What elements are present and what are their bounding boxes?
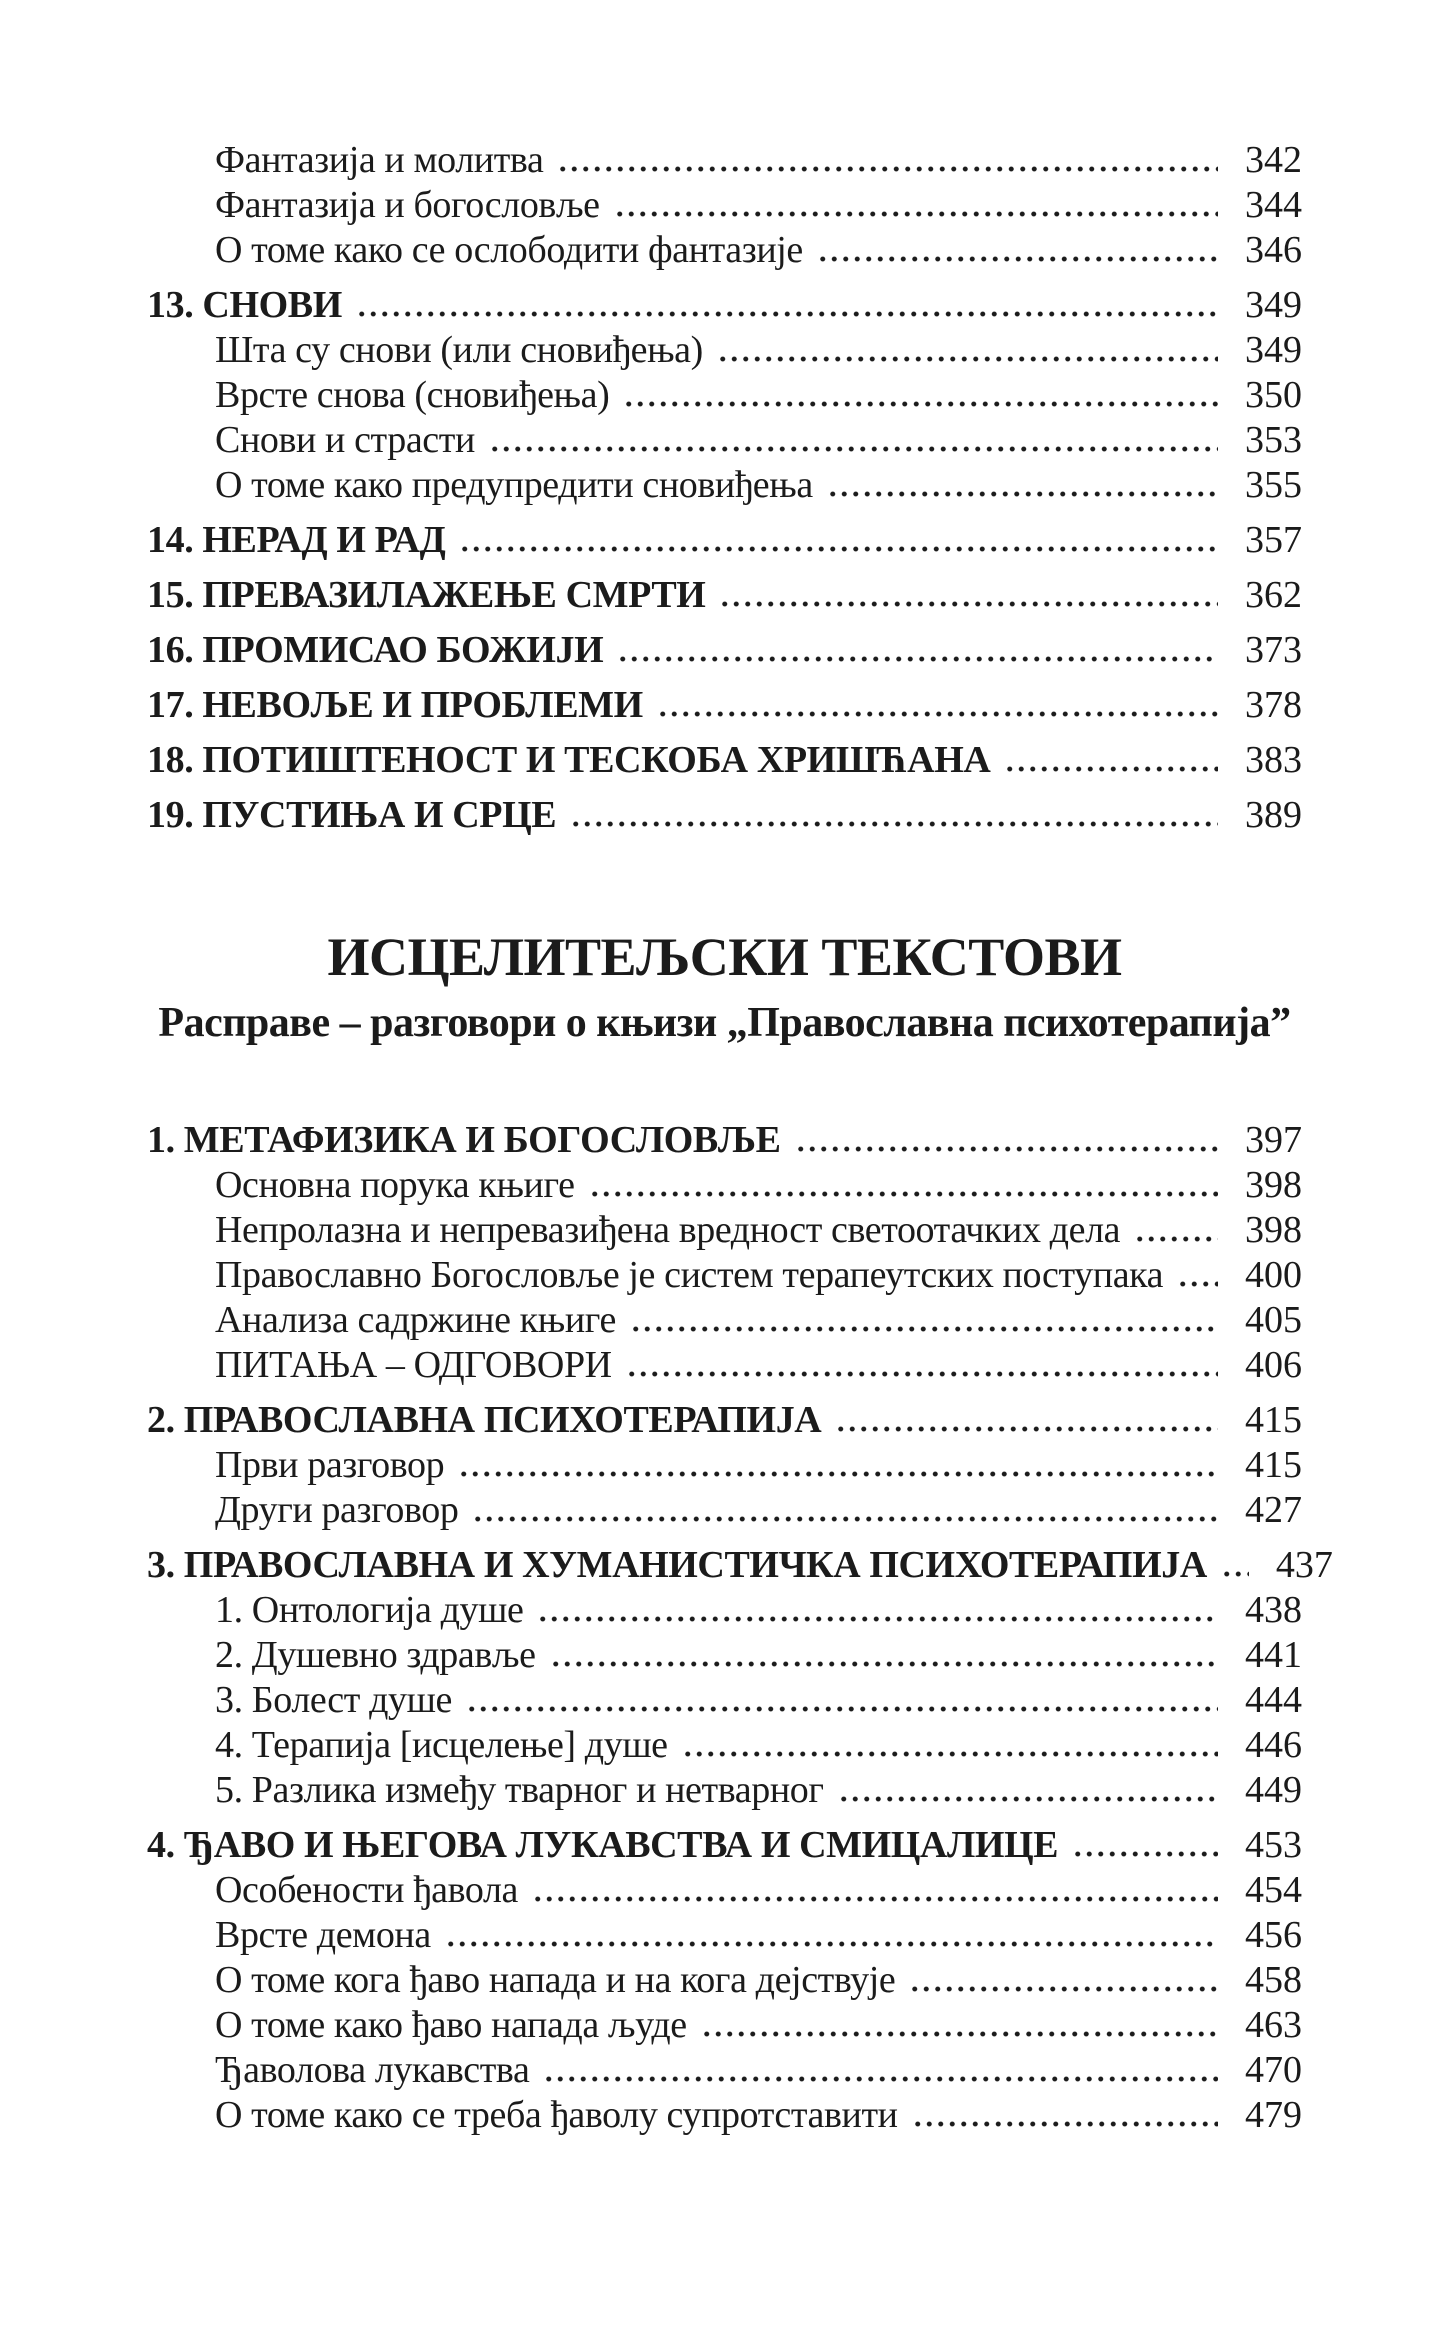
toc-entry-title: Врсте снова (сновиђења) bbox=[215, 374, 610, 416]
toc-entry-page: 453 bbox=[1245, 1824, 1302, 1866]
toc-entry bbox=[147, 1633, 1302, 1678]
dot-leader bbox=[682, 1751, 1218, 1757]
toc-entry bbox=[147, 1118, 1302, 1163]
dot-leader bbox=[909, 1986, 1218, 1992]
toc-entry-page: 400 bbox=[1245, 1254, 1302, 1296]
toc-entry-title: 13. СНОВИ bbox=[147, 284, 342, 326]
toc-entry-page: 406 bbox=[1245, 1344, 1302, 1386]
toc-entry bbox=[147, 1543, 1333, 1588]
toc-entry-title: 2. ПРАВОСЛАВНА ПСИХОТЕРАПИЈА bbox=[147, 1399, 822, 1441]
toc-entry-title: Непролазна и непревазиђена вредност светоотачких дела bbox=[215, 1209, 1121, 1251]
toc-entry-title: 16. ПРОМИСАО БОЖИЈИ bbox=[147, 629, 604, 671]
dot-leader bbox=[1134, 1236, 1218, 1242]
toc-entry bbox=[147, 2093, 1302, 2138]
toc-entry-page: 470 bbox=[1245, 2049, 1302, 2091]
toc-entry bbox=[147, 283, 1302, 328]
toc-entry bbox=[147, 683, 1302, 728]
toc-entry-page: 353 bbox=[1245, 419, 1302, 461]
toc-entry-title: 2. Душевно здравље bbox=[215, 1634, 536, 1676]
toc-entry-title: 1. Онтологија душе bbox=[215, 1589, 524, 1631]
dot-leader bbox=[614, 211, 1218, 217]
toc-entry-page: 479 bbox=[1245, 2094, 1302, 2136]
toc-entry-page: 458 bbox=[1245, 1959, 1302, 2001]
toc-entry-page: 362 bbox=[1245, 574, 1302, 616]
toc-entry-page: 342 bbox=[1245, 139, 1302, 181]
dot-leader bbox=[532, 1896, 1218, 1902]
dot-leader bbox=[630, 1326, 1218, 1332]
toc-entry-page: 349 bbox=[1245, 329, 1302, 371]
toc-entry bbox=[147, 628, 1302, 673]
toc-entry-page: 454 bbox=[1245, 1869, 1302, 1911]
toc-entry-title: Особености ђавола bbox=[215, 1869, 519, 1911]
toc-entry bbox=[147, 1588, 1302, 1633]
dot-leader bbox=[489, 446, 1218, 452]
dot-leader bbox=[701, 2031, 1218, 2037]
toc-entry-page: 446 bbox=[1245, 1724, 1302, 1766]
dot-leader bbox=[1221, 1571, 1249, 1577]
toc-entry-title: Други разговор bbox=[215, 1489, 459, 1531]
toc-entry-page: 349 bbox=[1245, 284, 1302, 326]
toc-entry bbox=[147, 228, 1302, 273]
dot-leader bbox=[445, 1941, 1218, 1947]
section-header bbox=[147, 926, 1302, 1048]
toc-entry-page: 373 bbox=[1245, 629, 1302, 671]
toc-entry-page: 444 bbox=[1245, 1679, 1302, 1721]
dot-leader bbox=[543, 2076, 1218, 2082]
toc-entry-title: 1. МЕТАФИЗИКА И БОГОСЛОВЉЕ bbox=[147, 1119, 781, 1161]
toc-entry bbox=[147, 1723, 1302, 1768]
toc-entry-title: 14. НЕРАД И РАД bbox=[147, 519, 446, 561]
toc-entry-title: О томе како предупредити сновиђења bbox=[215, 464, 813, 506]
toc-entry-title: Снови и страсти bbox=[215, 419, 475, 461]
toc-entry-title: 18. ПОТИШТЕНОСТ И ТЕСКОБА ХРИШЋАНА bbox=[147, 739, 991, 781]
toc-entry-page: 438 bbox=[1245, 1589, 1302, 1631]
dot-leader bbox=[466, 1706, 1218, 1712]
toc-entry-page: 383 bbox=[1245, 739, 1302, 781]
dot-leader bbox=[458, 1471, 1218, 1477]
toc-entry-page: 437 bbox=[1275, 1544, 1333, 1586]
toc-entry-page: 389 bbox=[1245, 794, 1302, 836]
toc-entry-title: Основна порука књиге bbox=[215, 1164, 575, 1206]
toc-entry bbox=[147, 1208, 1302, 1253]
dot-leader bbox=[795, 1146, 1218, 1152]
toc-entry bbox=[147, 793, 1302, 838]
toc-entry bbox=[147, 1163, 1302, 1208]
toc-entry bbox=[147, 373, 1302, 418]
dot-leader bbox=[1004, 766, 1218, 772]
toc-entry bbox=[147, 1443, 1302, 1488]
dot-leader bbox=[589, 1191, 1218, 1197]
toc-entry-title: 3. Болест душе bbox=[215, 1679, 452, 1721]
dot-leader bbox=[623, 401, 1218, 407]
toc-entry-title: Врсте демона bbox=[215, 1914, 431, 1956]
toc-entry-page: 355 bbox=[1245, 464, 1302, 506]
toc-entry-title: 4. ЂАВО И ЊЕГОВА ЛУКАВСТВА И СМИЦАЛИЦЕ bbox=[147, 1824, 1059, 1866]
toc-entry-title: О томе како се ослободити фантазије bbox=[215, 229, 803, 271]
toc-entry-page: 397 bbox=[1245, 1119, 1302, 1161]
dot-leader bbox=[459, 546, 1218, 552]
toc-entry-title: 17. НЕВОЉЕ И ПРОБЛЕМИ bbox=[147, 684, 643, 726]
dot-leader bbox=[617, 656, 1218, 662]
toc-entry-title: Фантазија и молитва bbox=[215, 139, 544, 181]
toc-entry bbox=[147, 573, 1302, 618]
toc-entry-title: 15. ПРЕВАЗИЛАЖЕЊЕ СМРТИ bbox=[147, 574, 706, 616]
dot-leader bbox=[817, 256, 1218, 262]
toc-entry bbox=[147, 1343, 1302, 1388]
toc-entry bbox=[147, 738, 1302, 783]
toc-entry bbox=[147, 1768, 1302, 1813]
toc-entry-title: Православно Богословље је систем терапеутских поступака bbox=[215, 1254, 1164, 1296]
toc-entry-title: ПИТАЊА – ОДГОВОРИ bbox=[215, 1344, 612, 1386]
toc-entry bbox=[147, 183, 1302, 228]
dot-leader bbox=[570, 821, 1218, 827]
toc-entry-page: 449 bbox=[1245, 1769, 1302, 1811]
toc-entry-title: Шта су снови (или сновиђења) bbox=[215, 329, 703, 371]
dot-leader bbox=[557, 166, 1218, 172]
dot-leader bbox=[657, 711, 1218, 717]
toc-entry-page: 405 bbox=[1245, 1299, 1302, 1341]
toc-entry bbox=[147, 328, 1302, 373]
toc-entry-title: 4. Терапија [исцелење] душе bbox=[215, 1724, 668, 1766]
toc-entry bbox=[147, 1913, 1302, 1958]
dot-leader bbox=[827, 491, 1218, 497]
dot-leader bbox=[838, 1796, 1218, 1802]
toc-entry-page: 415 bbox=[1245, 1399, 1302, 1441]
toc-entry-title: Ђаволова лукавства bbox=[215, 2049, 530, 2091]
toc-entry bbox=[147, 518, 1302, 563]
toc-entry-page: 398 bbox=[1245, 1209, 1302, 1251]
toc-entry bbox=[147, 1488, 1302, 1533]
toc-entry-title: О томе кога ђаво напада и на кога дејствује bbox=[215, 1959, 896, 2001]
dot-leader bbox=[1072, 1851, 1218, 1857]
toc-entry bbox=[147, 1253, 1302, 1298]
toc-entry-title: 19. ПУСТИЊА И СРЦЕ bbox=[147, 794, 557, 836]
dot-leader bbox=[719, 601, 1218, 607]
toc-entry-title: Фантазија и богословље bbox=[215, 184, 600, 226]
toc-entry bbox=[147, 2003, 1302, 2048]
toc-entry-page: 456 bbox=[1245, 1914, 1302, 1956]
toc-part-1 bbox=[147, 138, 1302, 838]
toc-entry bbox=[147, 463, 1302, 508]
toc-entry-page: 463 bbox=[1245, 2004, 1302, 2046]
toc-entry-page: 350 bbox=[1245, 374, 1302, 416]
toc-entry-page: 441 bbox=[1245, 1634, 1302, 1676]
toc-entry bbox=[147, 1398, 1302, 1443]
toc-entry bbox=[147, 1823, 1302, 1868]
toc-entry-title: О томе како ђаво напада људе bbox=[215, 2004, 687, 2046]
toc-entry-page: 346 bbox=[1245, 229, 1302, 271]
dot-leader bbox=[717, 356, 1218, 362]
toc-entry-title: О томе како се треба ђаволу супротставити bbox=[215, 2094, 898, 2136]
toc-entry bbox=[147, 138, 1302, 183]
dot-leader bbox=[550, 1661, 1218, 1667]
dot-leader bbox=[835, 1426, 1218, 1432]
toc-entry bbox=[147, 1678, 1302, 1723]
dot-leader bbox=[537, 1616, 1218, 1622]
toc-entry-title: 5. Разлика између тварног и нетварног bbox=[215, 1769, 824, 1811]
toc-entry-page: 427 bbox=[1245, 1489, 1302, 1531]
dot-leader bbox=[912, 2121, 1218, 2127]
toc-entry bbox=[147, 1868, 1302, 1913]
toc-entry-title: 3. ПРАВОСЛАВНА И ХУМАНИСТИЧКА ПСИХОТЕРАПИЈА bbox=[147, 1544, 1207, 1586]
toc-entry-page: 378 bbox=[1245, 684, 1302, 726]
toc-entry-page: 398 bbox=[1245, 1164, 1302, 1206]
toc-entry-title: Први разговор bbox=[215, 1444, 445, 1486]
toc-entry-page: 344 bbox=[1245, 184, 1302, 226]
toc-entry-title: Анализа садржине књиге bbox=[215, 1299, 616, 1341]
section-title: ИСЦЕЛИТЕЉСКИ ТЕКСТОВИ bbox=[327, 927, 1122, 987]
toc-part-2 bbox=[147, 1118, 1333, 2138]
dot-leader bbox=[626, 1371, 1218, 1377]
toc-entry-page: 357 bbox=[1245, 519, 1302, 561]
toc-entry bbox=[147, 1298, 1302, 1343]
toc-entry-page: 415 bbox=[1245, 1444, 1302, 1486]
toc-entry bbox=[147, 418, 1302, 463]
toc-entry bbox=[147, 1958, 1302, 2003]
dot-leader bbox=[1177, 1281, 1218, 1287]
toc-entry bbox=[147, 2048, 1302, 2093]
section-subtitle: Расправе – разговори о књизи „Православна психотерапија” bbox=[158, 1000, 1291, 1046]
dot-leader bbox=[472, 1516, 1218, 1522]
dot-leader bbox=[356, 311, 1218, 317]
